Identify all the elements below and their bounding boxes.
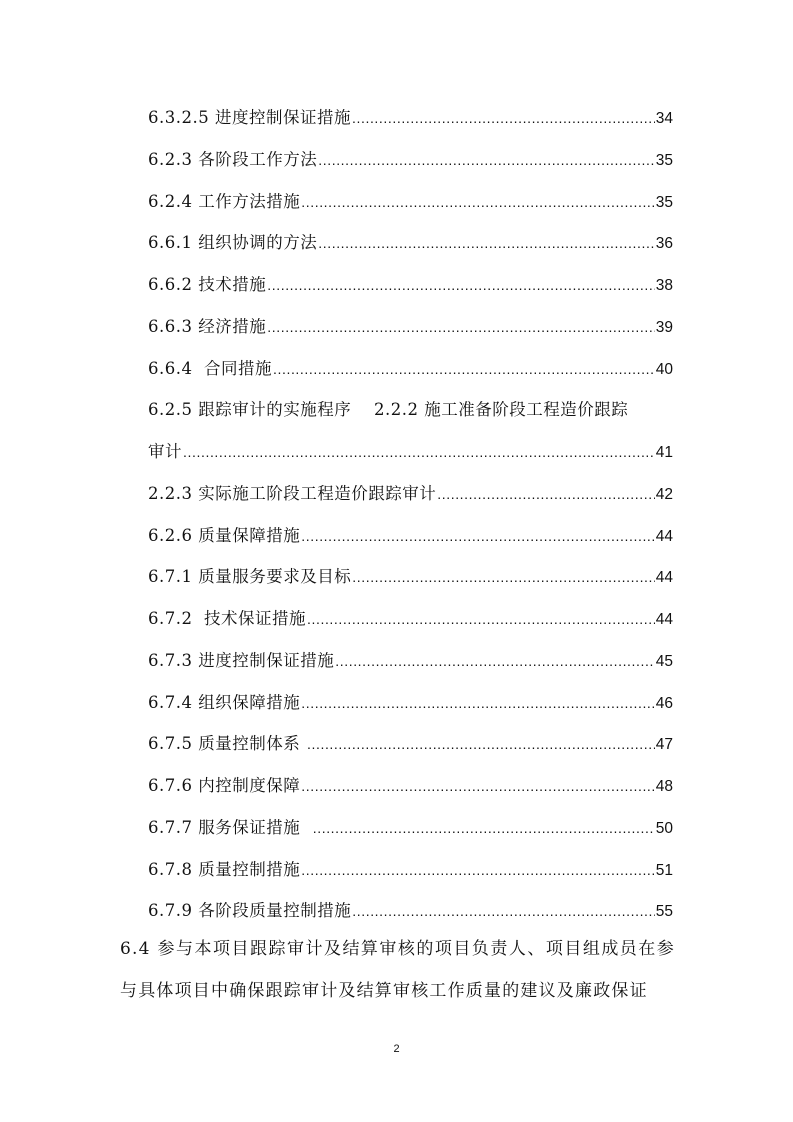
dot-leader [352, 97, 655, 140]
dot-leader [352, 556, 655, 599]
dot-leader [183, 431, 655, 474]
toc-entry-label: 6.7.1 质量服务要求及目标 [148, 567, 352, 587]
toc-entry-label: 6.7.6 内控制度保障 [148, 776, 301, 795]
toc-entry-page: 35 [655, 193, 673, 211]
toc-entry[interactable] [148, 765, 673, 807]
toc-entry[interactable] [148, 890, 673, 932]
toc-entry-label: 6.6.2 技术措施 [148, 275, 267, 294]
toc-entry-page: 36 [655, 235, 673, 253]
toc-entry[interactable] [148, 264, 673, 306]
toc-entry[interactable] [148, 97, 673, 139]
toc-entry[interactable] [148, 181, 673, 223]
dot-leader [301, 849, 655, 892]
toc-entry[interactable] [148, 222, 673, 264]
toc-entry-label: 2.2.3 实际施工阶段工程造价跟踪审计 [148, 483, 437, 503]
toc-entry-label-line2: 审计 [148, 442, 182, 461]
toc-entry-page: 48 [655, 778, 673, 795]
dot-leader [267, 264, 655, 307]
toc-entry[interactable] [148, 723, 673, 765]
toc-entry-label: 6.7.4 组织保障措施 [148, 692, 301, 712]
toc-entry-label: 6.6.3 经济措施 [148, 316, 267, 336]
dot-leader [301, 181, 655, 224]
dot-leader [301, 765, 655, 808]
toc-entry-label: 6.7.7 服务保证措施 [148, 817, 312, 837]
toc-entry-label: 6.6.4 合同措施 [148, 358, 272, 378]
toc-entry-page: 44 [655, 569, 673, 587]
toc-entry-label: 6.2.6 质量保障措施 [148, 525, 301, 545]
dot-leader [318, 222, 655, 265]
toc-entry[interactable] [148, 473, 673, 515]
dot-leader [307, 723, 655, 766]
toc-entry-page: 38 [655, 277, 673, 294]
toc-entry-label: 6.7.8 质量控制措施 [148, 859, 301, 879]
toc-entry-wrapped[interactable] [148, 389, 673, 473]
dot-leader [318, 139, 655, 182]
page-number: 2 [393, 1043, 400, 1055]
toc-entry-page: 44 [655, 527, 673, 545]
dot-leader [267, 306, 655, 349]
toc-entry-label: 6.3.2.5 进度控制保证措施 [148, 108, 351, 127]
toc-entry-page: 35 [655, 151, 673, 169]
toc-entry-page: 50 [655, 819, 673, 837]
dot-leader [437, 473, 655, 516]
toc-entry[interactable] [148, 556, 673, 598]
toc-entry-page: 34 [655, 110, 673, 127]
toc-entry-label: 6.7.5 质量控制体系 [148, 734, 306, 754]
toc-entry-label: 6.2.3 各阶段工作方法 [148, 149, 318, 169]
toc-entry-label: 6.2.4 工作方法措施 [148, 191, 301, 211]
toc-entry-label: 6.6.1 组织协调的方法 [148, 233, 318, 253]
dot-leader [352, 890, 655, 933]
toc-entry-page: 55 [655, 903, 673, 921]
toc-entry[interactable] [148, 849, 673, 891]
toc-entry-page: 41 [655, 444, 673, 461]
toc-entry-label: 6.7.2 技术保证措施 [148, 609, 306, 628]
toc-entry[interactable] [148, 807, 673, 849]
toc-entry[interactable] [148, 640, 673, 682]
toc-entry-page: 45 [655, 652, 673, 670]
toc-entry-page: 47 [655, 736, 673, 754]
dot-leader [301, 682, 655, 725]
dot-leader [335, 640, 655, 683]
toc-entry[interactable] [148, 682, 673, 724]
dot-leader [307, 598, 655, 641]
toc-entry-page: 46 [655, 694, 673, 712]
dot-leader [313, 807, 655, 850]
toc-entry[interactable] [148, 515, 673, 557]
toc-entry[interactable] [148, 306, 673, 348]
toc-entry-label: 6.7.9 各阶段质量控制措施 [148, 901, 352, 921]
toc-entry[interactable] [148, 598, 673, 640]
toc-entry-page: 39 [655, 318, 673, 336]
toc-entry-page: 51 [655, 861, 673, 879]
toc-entry-page: 44 [655, 611, 673, 628]
toc-entry-label: 6.7.3 进度控制保证措施 [148, 650, 335, 670]
toc-entry[interactable] [148, 139, 673, 181]
dot-leader [273, 348, 655, 391]
toc-entry[interactable] [148, 348, 673, 390]
toc-entry-page: 42 [655, 485, 673, 503]
table-of-contents [148, 97, 673, 932]
section-heading-paragraph: 6.4 参与本项目跟踪审计及结算审核的项目负责人、项目组成员在参与具体项目中确保跟踪审计及结算审核工作质量的建议及廉政保证 [120, 939, 675, 1001]
toc-entry-page: 40 [655, 360, 673, 378]
toc-entry-label-line1: 6.2.5 跟踪审计的实施程序 2.2.2 施工准备阶段工程造价跟踪 [148, 400, 629, 420]
dot-leader [301, 515, 655, 558]
